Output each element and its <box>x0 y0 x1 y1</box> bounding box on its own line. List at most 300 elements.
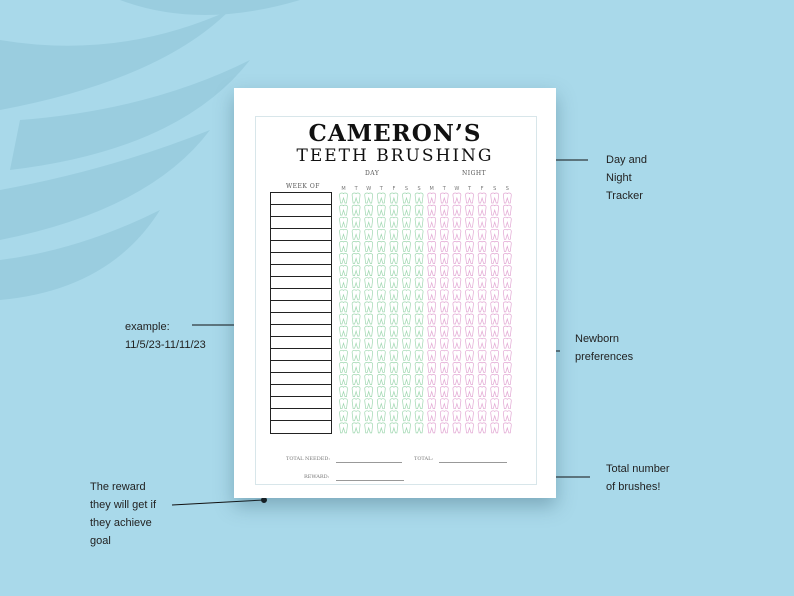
tooth-checkbox-icon[interactable] <box>352 241 360 251</box>
tooth-checkbox-icon[interactable] <box>491 399 499 409</box>
tooth-checkbox-icon[interactable] <box>478 278 486 288</box>
tooth-checkbox-icon[interactable] <box>377 205 385 215</box>
tooth-checkbox-icon[interactable] <box>403 399 411 409</box>
tooth-checkbox-icon[interactable] <box>503 229 511 239</box>
tooth-checkbox-icon[interactable] <box>428 387 436 397</box>
tooth-checkbox-icon[interactable] <box>466 278 474 288</box>
tooth-checkbox-icon[interactable] <box>466 229 474 239</box>
tooth-checkbox-icon[interactable] <box>491 411 499 421</box>
tooth-checkbox-icon[interactable] <box>478 266 486 276</box>
tooth-checkbox-icon[interactable] <box>503 193 511 203</box>
tooth-checkbox-icon[interactable] <box>440 193 448 203</box>
tooth-checkbox-icon[interactable] <box>466 254 474 264</box>
tooth-checkbox-icon[interactable] <box>428 229 436 239</box>
tooth-checkbox-icon[interactable] <box>403 326 411 336</box>
tooth-checkbox-icon[interactable] <box>440 362 448 372</box>
tooth-checkbox-icon[interactable] <box>365 193 373 203</box>
tooth-checkbox-icon[interactable] <box>428 326 436 336</box>
tooth-checkbox-icon[interactable] <box>491 326 499 336</box>
weekday-letter: S <box>505 186 509 192</box>
tooth-checkbox-icon[interactable] <box>365 375 373 385</box>
tooth-checkbox-icon[interactable] <box>352 278 360 288</box>
tooth-checkbox-icon[interactable] <box>403 387 411 397</box>
tooth-checkbox-icon[interactable] <box>466 350 474 360</box>
tooth-checkbox-icon[interactable] <box>453 314 461 324</box>
tooth-checkbox-icon[interactable] <box>466 423 474 433</box>
tooth-checkbox-icon[interactable] <box>403 278 411 288</box>
weekday-letter: M <box>429 186 434 192</box>
tooth-checkbox-icon[interactable] <box>478 229 486 239</box>
tooth-checkbox-icon[interactable] <box>352 338 360 348</box>
tooth-checkbox-icon[interactable] <box>466 411 474 421</box>
tooth-checkbox-icon[interactable] <box>428 350 436 360</box>
tooth-checkbox-icon[interactable] <box>453 362 461 372</box>
tooth-checkbox-icon[interactable] <box>503 266 511 276</box>
tooth-checkbox-icon[interactable] <box>377 290 385 300</box>
total-label: TOTAL: <box>414 456 434 462</box>
tooth-checkbox-icon[interactable] <box>365 254 373 264</box>
tooth-checkbox-icon[interactable] <box>352 302 360 312</box>
tooth-checkbox-icon[interactable] <box>415 193 423 203</box>
tooth-checkbox-icon[interactable] <box>478 350 486 360</box>
tooth-checkbox-icon[interactable] <box>466 338 474 348</box>
tooth-checkbox-icon[interactable] <box>352 254 360 264</box>
tooth-checkbox-icon[interactable] <box>440 387 448 397</box>
tooth-checkbox-icon[interactable] <box>390 205 398 215</box>
tooth-checkbox-icon[interactable] <box>440 302 448 312</box>
tooth-checkbox-icon[interactable] <box>440 399 448 409</box>
brushing-chart-sheet <box>234 88 556 498</box>
tooth-checkbox-icon[interactable] <box>403 205 411 215</box>
tooth-checkbox-icon[interactable] <box>503 411 511 421</box>
tooth-checkbox-icon[interactable] <box>352 411 360 421</box>
weekday-letter: F <box>480 186 484 192</box>
tooth-checkbox-icon[interactable] <box>491 302 499 312</box>
tooth-checkbox-icon[interactable] <box>478 362 486 372</box>
tooth-checkbox-icon[interactable] <box>340 229 348 239</box>
tooth-checkbox-icon[interactable] <box>340 205 348 215</box>
tooth-checkbox-icon[interactable] <box>491 387 499 397</box>
tooth-checkbox-icon[interactable] <box>377 375 385 385</box>
tooth-checkbox-icon[interactable] <box>453 350 461 360</box>
tooth-checkbox-icon[interactable] <box>340 423 348 433</box>
tooth-checkbox-icon[interactable] <box>377 338 385 348</box>
tooth-checkbox-icon[interactable] <box>491 254 499 264</box>
tooth-checkbox-icon[interactable] <box>478 387 486 397</box>
tooth-checkbox-icon[interactable] <box>491 217 499 227</box>
tooth-checkbox-icon[interactable] <box>428 205 436 215</box>
tooth-checkbox-icon[interactable] <box>365 278 373 288</box>
tooth-checkbox-icon[interactable] <box>365 411 373 421</box>
weekday-letter: S <box>493 186 497 192</box>
tooth-checkbox-icon[interactable] <box>453 411 461 421</box>
tooth-checkbox-icon[interactable] <box>440 241 448 251</box>
tooth-checkbox-icon[interactable] <box>352 326 360 336</box>
tooth-checkbox-icon[interactable] <box>453 217 461 227</box>
tooth-checkbox-icon[interactable] <box>503 217 511 227</box>
tooth-checkbox-icon[interactable] <box>340 375 348 385</box>
tooth-checkbox-icon[interactable] <box>428 314 436 324</box>
tooth-checkbox-icon[interactable] <box>403 229 411 239</box>
tooth-checkbox-icon[interactable] <box>352 266 360 276</box>
tooth-checkbox-icon[interactable] <box>478 217 486 227</box>
tooth-checkbox-icon[interactable] <box>440 229 448 239</box>
tooth-checkbox-icon[interactable] <box>491 205 499 215</box>
tooth-checkbox-icon[interactable] <box>440 266 448 276</box>
tooth-checkbox-icon[interactable] <box>453 338 461 348</box>
tooth-checkbox-icon[interactable] <box>491 375 499 385</box>
tooth-checkbox-icon[interactable] <box>478 423 486 433</box>
tooth-checkbox-icon[interactable] <box>440 254 448 264</box>
total-needed-field[interactable] <box>336 462 402 463</box>
tooth-checkbox-icon[interactable] <box>466 362 474 372</box>
tooth-checkbox-icon[interactable] <box>365 229 373 239</box>
tooth-checkbox-icon[interactable] <box>428 217 436 227</box>
tooth-checkbox-icon[interactable] <box>377 411 385 421</box>
tooth-checkbox-icon[interactable] <box>352 375 360 385</box>
tooth-checkbox-icon[interactable] <box>415 302 423 312</box>
tooth-checkbox-icon[interactable] <box>415 411 423 421</box>
week-of-label: WEEK OF <box>286 183 320 190</box>
tooth-checkbox-icon[interactable] <box>478 326 486 336</box>
tooth-checkbox-icon[interactable] <box>491 278 499 288</box>
tooth-checkbox-icon[interactable] <box>466 193 474 203</box>
tooth-checkbox-icon[interactable] <box>440 290 448 300</box>
tooth-checkbox-icon[interactable] <box>453 290 461 300</box>
tooth-checkbox-icon[interactable] <box>415 290 423 300</box>
chart-title-subject: TEETH BRUSHING <box>296 146 494 166</box>
tooth-checkbox-icon[interactable] <box>352 314 360 324</box>
tooth-checkbox-icon[interactable] <box>466 387 474 397</box>
tooth-checkbox-icon[interactable] <box>390 326 398 336</box>
tooth-checkbox-icon[interactable] <box>352 362 360 372</box>
tooth-checkbox-icon[interactable] <box>377 362 385 372</box>
weekday-letter: W <box>366 186 372 192</box>
tooth-checkbox-icon[interactable] <box>377 254 385 264</box>
tooth-checkbox-icon[interactable] <box>365 205 373 215</box>
tooth-checkbox-icon[interactable] <box>453 229 461 239</box>
tooth-checkbox-icon[interactable] <box>415 326 423 336</box>
tooth-checkbox-icon[interactable] <box>390 266 398 276</box>
tooth-checkbox-icon[interactable] <box>365 290 373 300</box>
tooth-checkbox-icon[interactable] <box>428 193 436 203</box>
annotation-day-night <box>606 151 647 205</box>
tooth-checkbox-icon[interactable] <box>365 387 373 397</box>
tooth-checkbox-icon[interactable] <box>478 399 486 409</box>
tooth-checkbox-icon[interactable] <box>403 350 411 360</box>
tooth-checkbox-icon[interactable] <box>503 241 511 251</box>
tooth-checkbox-icon[interactable] <box>466 375 474 385</box>
tooth-checkbox-icon[interactable] <box>340 350 348 360</box>
tooth-checkbox-icon[interactable] <box>352 290 360 300</box>
tooth-checkbox-icon[interactable] <box>440 375 448 385</box>
tooth-checkbox-icon[interactable] <box>415 229 423 239</box>
tooth-checkbox-icon[interactable] <box>352 217 360 227</box>
tooth-checkbox-icon[interactable] <box>428 399 436 409</box>
tooth-checkbox-icon[interactable] <box>340 290 348 300</box>
tooth-checkbox-icon[interactable] <box>440 314 448 324</box>
tooth-checkbox-icon[interactable] <box>440 278 448 288</box>
tooth-checkbox-icon[interactable] <box>403 302 411 312</box>
tooth-checkbox-icon[interactable] <box>466 314 474 324</box>
tooth-checkbox-icon[interactable] <box>403 362 411 372</box>
tooth-checkbox-icon[interactable] <box>340 302 348 312</box>
tooth-checkbox-icon[interactable] <box>377 241 385 251</box>
tooth-checkbox-icon[interactable] <box>390 229 398 239</box>
tooth-checkbox-icon[interactable] <box>415 241 423 251</box>
tooth-checkbox-icon[interactable] <box>415 254 423 264</box>
tooth-checkbox-icon[interactable] <box>503 338 511 348</box>
tooth-checkbox-icon[interactable] <box>390 302 398 312</box>
tooth-checkbox-icon[interactable] <box>365 266 373 276</box>
tooth-checkbox-icon[interactable] <box>377 266 385 276</box>
tooth-checkbox-icon[interactable] <box>377 314 385 324</box>
annotation-example-text: example: 11/5/23-11/11/23 <box>125 321 206 351</box>
tooth-checkbox-icon[interactable] <box>365 241 373 251</box>
tooth-checkbox-icon[interactable] <box>453 423 461 433</box>
tooth-checkbox-icon[interactable] <box>390 375 398 385</box>
tooth-checkbox-icon[interactable] <box>503 399 511 409</box>
tooth-checkbox-icon[interactable] <box>503 302 511 312</box>
tooth-checkbox-icon[interactable] <box>428 241 436 251</box>
tooth-checkbox-icon[interactable] <box>415 362 423 372</box>
tooth-checkbox-icon[interactable] <box>415 375 423 385</box>
tooth-checkbox-icon[interactable] <box>503 375 511 385</box>
tooth-checkbox-icon[interactable] <box>377 399 385 409</box>
tooth-checkbox-icon[interactable] <box>466 399 474 409</box>
tooth-checkbox-icon[interactable] <box>440 423 448 433</box>
tooth-checkbox-icon[interactable] <box>453 241 461 251</box>
tooth-checkbox-icon[interactable] <box>390 290 398 300</box>
tooth-checkbox-icon[interactable] <box>403 411 411 421</box>
tooth-checkbox-icon[interactable] <box>340 387 348 397</box>
tooth-checkbox-icon[interactable] <box>352 399 360 409</box>
tooth-checkbox-icon[interactable] <box>377 229 385 239</box>
tooth-checkbox-icon[interactable] <box>390 399 398 409</box>
tooth-checkbox-icon[interactable] <box>503 290 511 300</box>
tooth-checkbox-icon[interactable] <box>491 314 499 324</box>
tooth-checkbox-icon[interactable] <box>415 387 423 397</box>
tooth-checkbox-icon[interactable] <box>403 241 411 251</box>
weekday-letter: T <box>442 186 446 192</box>
tooth-checkbox-icon[interactable] <box>453 205 461 215</box>
tooth-checkbox-icon[interactable] <box>390 387 398 397</box>
tooth-checkbox-icon[interactable] <box>491 423 499 433</box>
tooth-checkbox-icon[interactable] <box>352 350 360 360</box>
tooth-checkbox-icon[interactable] <box>352 193 360 203</box>
tooth-checkbox-icon[interactable] <box>377 217 385 227</box>
tooth-checkbox-icon[interactable] <box>428 423 436 433</box>
tooth-checkbox-icon[interactable] <box>478 338 486 348</box>
tooth-checkbox-icon[interactable] <box>365 362 373 372</box>
tooth-checkbox-icon[interactable] <box>415 423 423 433</box>
tooth-checkbox-icon[interactable] <box>440 350 448 360</box>
tooth-checkbox-icon[interactable] <box>377 326 385 336</box>
tooth-checkbox-icon[interactable] <box>428 266 436 276</box>
tooth-checkbox-icon[interactable] <box>340 254 348 264</box>
tooth-checkbox-icon[interactable] <box>453 302 461 312</box>
tooth-checkbox-icon[interactable] <box>352 205 360 215</box>
tooth-checkbox-icon[interactable] <box>415 314 423 324</box>
tooth-checkbox-icon[interactable] <box>390 314 398 324</box>
tooth-checkbox-icon[interactable] <box>491 193 499 203</box>
tooth-checkbox-icon[interactable] <box>403 217 411 227</box>
annotation-example <box>125 318 206 354</box>
tooth-checkbox-icon[interactable] <box>428 254 436 264</box>
tooth-checkbox-icon[interactable] <box>428 375 436 385</box>
tooth-checkbox-icon[interactable] <box>403 375 411 385</box>
tooth-checkbox-icon[interactable] <box>428 290 436 300</box>
tooth-checkbox-icon[interactable] <box>365 423 373 433</box>
tooth-checkbox-icon[interactable] <box>415 266 423 276</box>
tooth-checkbox-icon[interactable] <box>491 362 499 372</box>
tooth-checkbox-icon[interactable] <box>491 290 499 300</box>
tooth-checkbox-icon[interactable] <box>415 399 423 409</box>
tooth-checkbox-icon[interactable] <box>377 350 385 360</box>
tooth-checkbox-icon[interactable] <box>340 266 348 276</box>
tooth-checkbox-icon[interactable] <box>453 399 461 409</box>
tooth-checkbox-icon[interactable] <box>428 338 436 348</box>
tooth-checkbox-icon[interactable] <box>415 278 423 288</box>
tooth-checkbox-icon[interactable] <box>503 423 511 433</box>
tooth-checkbox-icon[interactable] <box>478 314 486 324</box>
tooth-checkbox-icon[interactable] <box>491 241 499 251</box>
tooth-checkbox-icon[interactable] <box>440 205 448 215</box>
tooth-checkbox-icon[interactable] <box>340 411 348 421</box>
tooth-checkbox-icon[interactable] <box>491 350 499 360</box>
tooth-checkbox-icon[interactable] <box>478 193 486 203</box>
tooth-checkbox-icon[interactable] <box>415 338 423 348</box>
tooth-checkbox-icon[interactable] <box>478 205 486 215</box>
tooth-checkbox-icon[interactable] <box>390 217 398 227</box>
tooth-checkbox-icon[interactable] <box>491 338 499 348</box>
tooth-checkbox-icon[interactable] <box>365 217 373 227</box>
tooth-checkbox-icon[interactable] <box>390 338 398 348</box>
tooth-checkbox-icon[interactable] <box>453 278 461 288</box>
tooth-checkbox-icon[interactable] <box>390 350 398 360</box>
tooth-checkbox-icon[interactable] <box>453 375 461 385</box>
tooth-checkbox-icon[interactable] <box>466 217 474 227</box>
tooth-checkbox-icon[interactable] <box>415 205 423 215</box>
tooth-checkbox-icon[interactable] <box>390 362 398 372</box>
tooth-checkbox-icon[interactable] <box>503 350 511 360</box>
tooth-checkbox-icon[interactable] <box>491 229 499 239</box>
tooth-checkbox-icon[interactable] <box>403 193 411 203</box>
tooth-checkbox-icon[interactable] <box>478 290 486 300</box>
tooth-checkbox-icon[interactable] <box>466 326 474 336</box>
tooth-checkbox-icon[interactable] <box>365 338 373 348</box>
tooth-checkbox-icon[interactable] <box>503 326 511 336</box>
tooth-checkbox-icon[interactable] <box>390 241 398 251</box>
tooth-checkbox-icon[interactable] <box>352 423 360 433</box>
tooth-checkbox-icon[interactable] <box>428 362 436 372</box>
tooth-checkbox-icon[interactable] <box>390 278 398 288</box>
tooth-checkbox-icon[interactable] <box>365 350 373 360</box>
tooth-checkbox-icon[interactable] <box>440 217 448 227</box>
tooth-checkbox-icon[interactable] <box>340 278 348 288</box>
tooth-checkbox-icon[interactable] <box>453 254 461 264</box>
tooth-checkbox-icon[interactable] <box>415 350 423 360</box>
tooth-checkbox-icon[interactable] <box>340 193 348 203</box>
tooth-checkbox-icon[interactable] <box>365 302 373 312</box>
tooth-checkbox-icon[interactable] <box>491 266 499 276</box>
tooth-checkbox-icon[interactable] <box>377 302 385 312</box>
tooth-checkbox-icon[interactable] <box>503 314 511 324</box>
tooth-checkbox-icon[interactable] <box>403 290 411 300</box>
tooth-checkbox-icon[interactable] <box>428 302 436 312</box>
tooth-checkbox-icon[interactable] <box>503 278 511 288</box>
tooth-checkbox-icon[interactable] <box>390 423 398 433</box>
tooth-checkbox-icon[interactable] <box>352 229 360 239</box>
tooth-checkbox-icon[interactable] <box>390 254 398 264</box>
tooth-checkbox-icon[interactable] <box>403 266 411 276</box>
annotation-reward-text: The reward they will get if they achieve goal <box>90 481 157 547</box>
tooth-checkbox-icon[interactable] <box>365 314 373 324</box>
tooth-checkbox-icon[interactable] <box>453 387 461 397</box>
tooth-checkbox-icon[interactable] <box>478 375 486 385</box>
tooth-checkbox-icon[interactable] <box>403 423 411 433</box>
reward-label: REWARD: <box>304 474 330 480</box>
tooth-checkbox-icon[interactable] <box>503 254 511 264</box>
tooth-checkbox-icon[interactable] <box>377 278 385 288</box>
tooth-checkbox-icon[interactable] <box>352 387 360 397</box>
tooth-checkbox-icon[interactable] <box>340 399 348 409</box>
tooth-checkbox-icon[interactable] <box>340 241 348 251</box>
tooth-checkbox-icon[interactable] <box>440 326 448 336</box>
tooth-checkbox-icon[interactable] <box>403 254 411 264</box>
tooth-checkbox-icon[interactable] <box>453 266 461 276</box>
tooth-checkbox-icon[interactable] <box>365 399 373 409</box>
tooth-checkbox-icon[interactable] <box>403 338 411 348</box>
tooth-checkbox-icon[interactable] <box>440 411 448 421</box>
tooth-checkbox-icon[interactable] <box>466 302 474 312</box>
total-field[interactable] <box>439 462 507 463</box>
annotation-total-brushes-text: Total number of brushes! <box>606 463 670 493</box>
tooth-checkbox-icon[interactable] <box>478 241 486 251</box>
weekday-letter: F <box>392 186 396 192</box>
tooth-checkbox-icon[interactable] <box>428 411 436 421</box>
tooth-checkbox-icon[interactable] <box>377 193 385 203</box>
tooth-checkbox-icon[interactable] <box>453 193 461 203</box>
tooth-checkbox-icon[interactable] <box>478 254 486 264</box>
tooth-checkbox-icon[interactable] <box>503 205 511 215</box>
tooth-checkbox-icon[interactable] <box>466 241 474 251</box>
tooth-checkbox-icon[interactable] <box>340 314 348 324</box>
tooth-checkbox-icon[interactable] <box>365 326 373 336</box>
tooth-checkbox-icon[interactable] <box>466 290 474 300</box>
tooth-checkbox-icon[interactable] <box>415 217 423 227</box>
tooth-checkbox-icon[interactable] <box>466 205 474 215</box>
tooth-checkbox-icon[interactable] <box>466 266 474 276</box>
tooth-checkbox-icon[interactable] <box>453 326 461 336</box>
reward-field[interactable] <box>336 480 404 481</box>
tooth-checkbox-icon[interactable] <box>340 326 348 336</box>
tooth-checkbox-icon[interactable] <box>390 411 398 421</box>
tooth-checkbox-icon[interactable] <box>390 193 398 203</box>
tooth-checkbox-icon[interactable] <box>377 387 385 397</box>
tooth-checkbox-icon[interactable] <box>478 411 486 421</box>
tooth-checkbox-icon[interactable] <box>503 387 511 397</box>
tooth-checkbox-icon[interactable] <box>340 362 348 372</box>
tooth-checkbox-icon[interactable] <box>340 217 348 227</box>
tooth-checkbox-icon[interactable] <box>503 362 511 372</box>
tooth-checkbox-icon[interactable] <box>403 314 411 324</box>
tooth-checkbox-icon[interactable] <box>377 423 385 433</box>
tooth-checkbox-icon[interactable] <box>478 302 486 312</box>
tooth-checkbox-icon[interactable] <box>440 338 448 348</box>
tooth-checkbox-icon[interactable] <box>340 338 348 348</box>
tooth-checkbox-icon[interactable] <box>428 278 436 288</box>
